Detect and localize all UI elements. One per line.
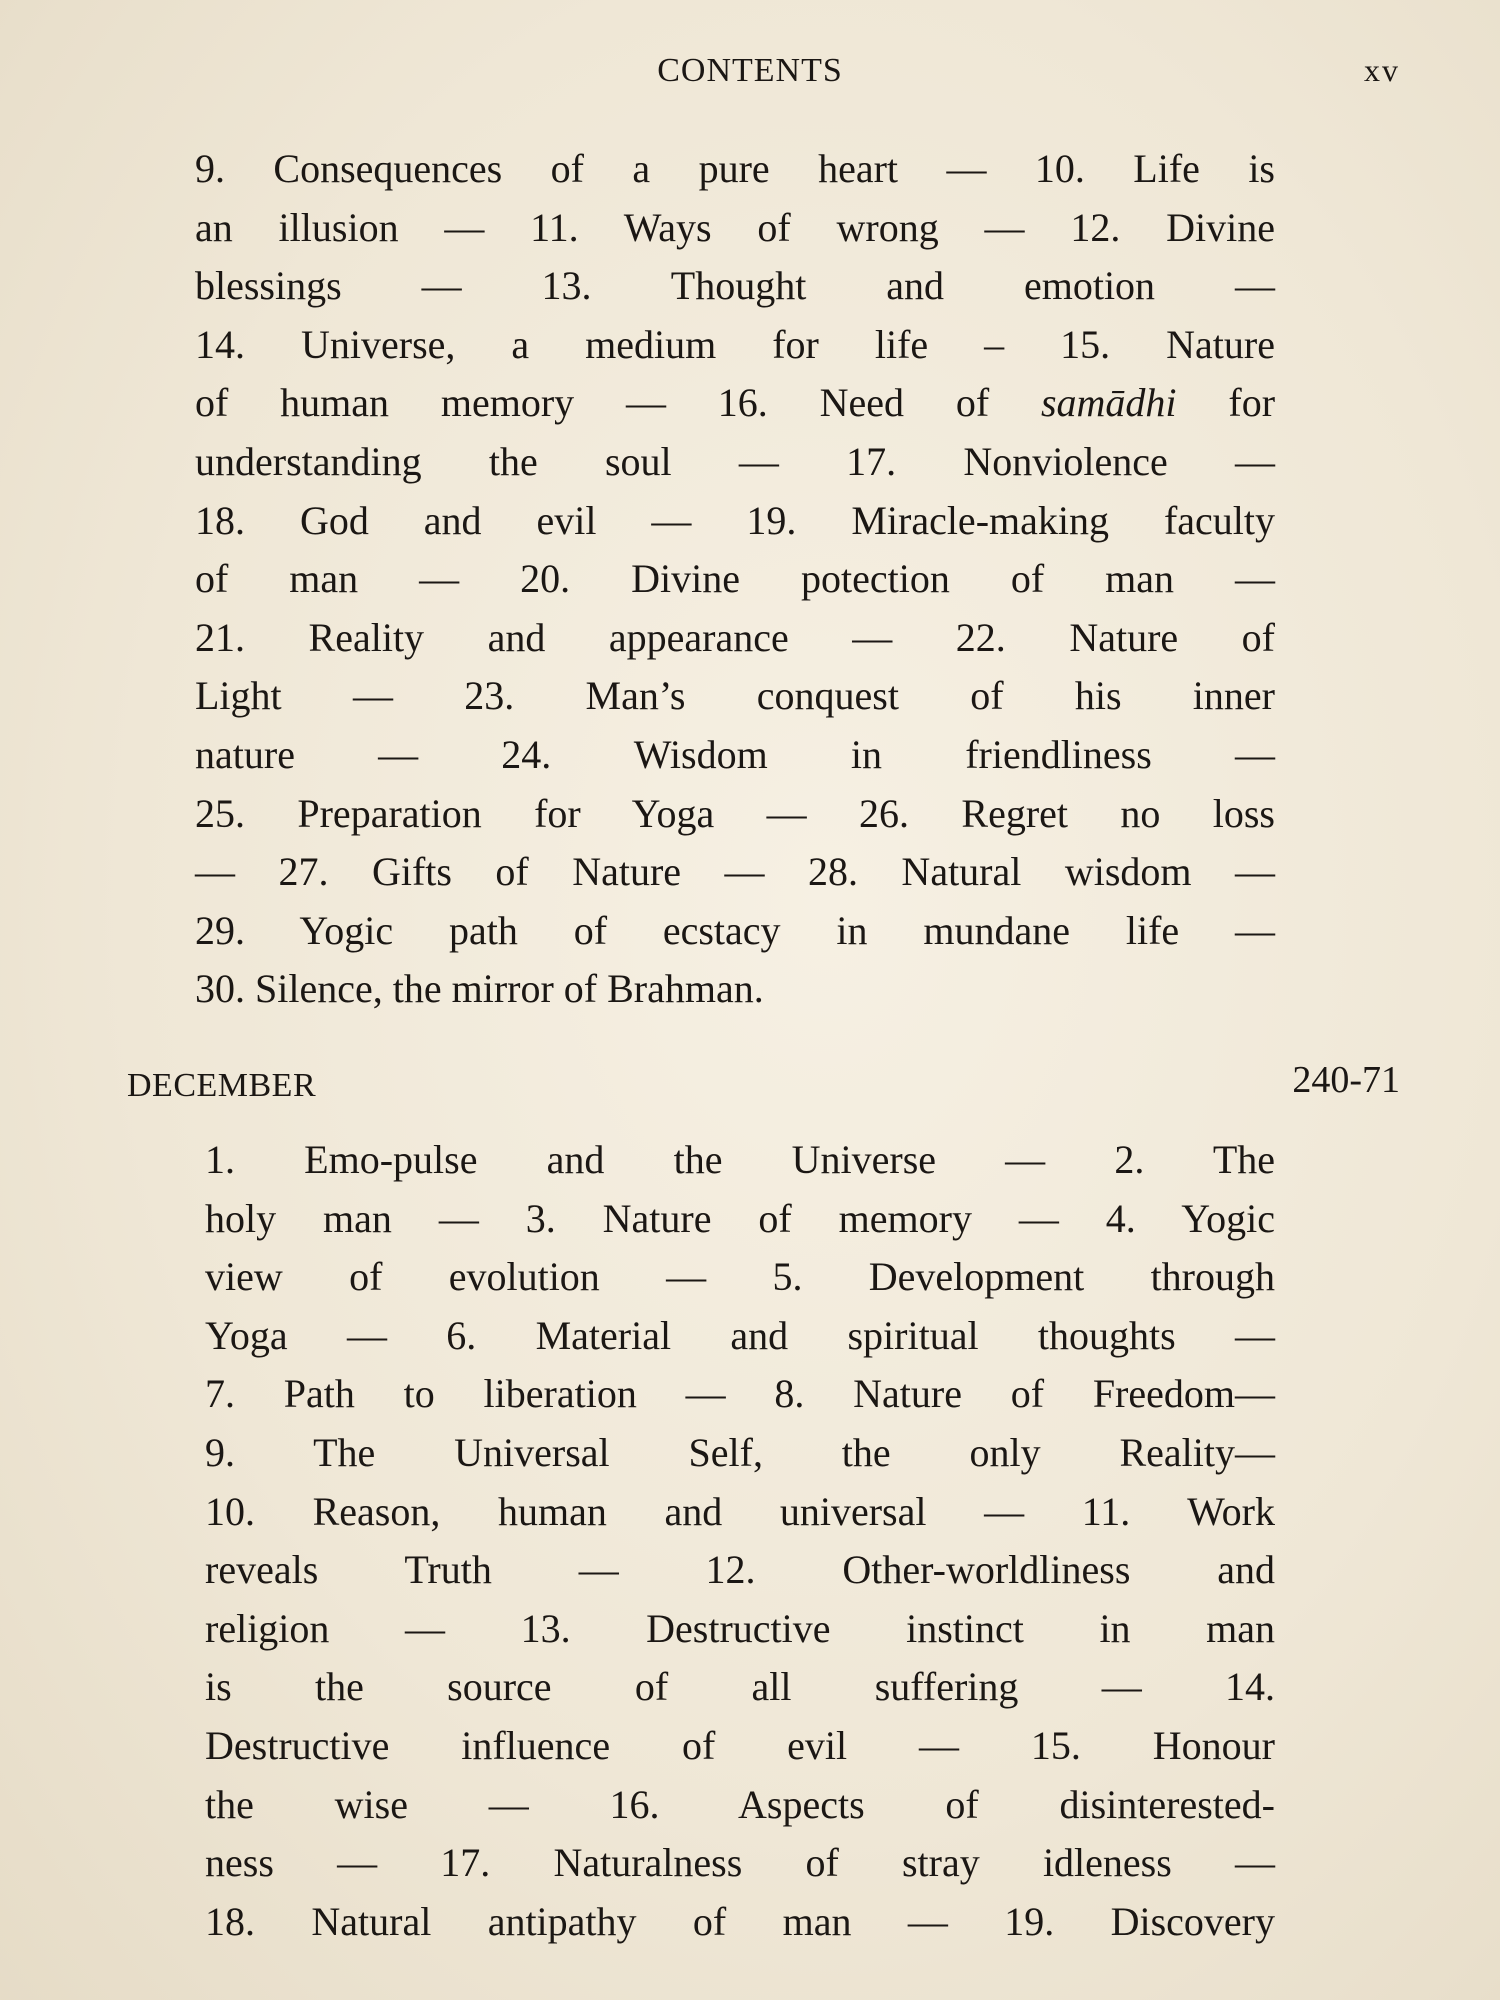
contents-line: 29. Yogic path of ecstacy in mundane life — <box>195 907 1275 953</box>
december-contents <box>205 1131 1275 1951</box>
contents-line: 7. Path to liberation — 8. Nature of Freedom— <box>205 1371 1275 1417</box>
section-heading-december: DECEMBER <box>127 1067 317 1104</box>
contents-line: ness — 17. Naturalness of stray idleness — <box>205 1840 1275 1886</box>
contents-line: of man — 20. Divine potection of man — <box>195 556 1275 602</box>
contents-line: 30. Silence, the mirror of Brahman. <box>195 966 764 1012</box>
contents-line: an illusion — 11. Ways of wrong — 12. Divine <box>195 204 1275 250</box>
page-header-title: CONTENTS <box>657 52 843 89</box>
section-page-range: 240-71 <box>1292 1059 1400 1101</box>
contents-line: blessings — 13. Thought and emotion — <box>195 263 1275 309</box>
page-number: xv <box>1364 52 1400 88</box>
contents-line: religion — 13. Destructive instinct in man <box>205 1605 1275 1651</box>
contents-line: 10. Reason, human and universal — 11. Work <box>205 1488 1275 1534</box>
contents-line: 18. Natural antipathy of man — 19. Discovery <box>205 1898 1275 1944</box>
contents-line: view of evolution — 5. Development through <box>205 1254 1275 1300</box>
contents-line: 14. Universe, a medium for life – 15. Nature <box>195 321 1275 367</box>
contents-line: reveals Truth — 12. Other-worldliness and <box>205 1547 1275 1593</box>
contents-line: is the source of all suffering — 14. <box>205 1664 1275 1710</box>
contents-line: Yoga — 6. Material and spiritual thoughts — <box>205 1312 1275 1358</box>
contents-line: the wise — 16. Aspects of disinterested- <box>205 1781 1275 1827</box>
contents-line: nature — 24. Wisdom in friendliness — <box>195 731 1275 777</box>
contents-line: holy man — 3. Nature of memory — 4. Yogic <box>205 1195 1275 1241</box>
contents-line: 9. The Universal Self, the only Reality— <box>205 1429 1275 1475</box>
contents-line: 21. Reality and appearance — 22. Nature of <box>195 614 1275 660</box>
contents-line: understanding the soul — 17. Nonviolence — <box>195 438 1275 484</box>
contents-line: Destructive influence of evil –– 15. Honour <box>205 1722 1275 1768</box>
contents-line: 9. Consequences of a pure heart — 10. Life is <box>195 146 1275 191</box>
contents-line: of human memory — 16. Need of samādhi for <box>195 380 1276 426</box>
contents-line: 1. Emo-pulse and the Universe — 2. The <box>205 1137 1275 1182</box>
contents-line: 18. God and evil — 19. Miracle-making faculty <box>195 497 1275 543</box>
contents-line: — 27. Gifts of Nature — 28. Natural wisdom — <box>195 849 1275 895</box>
november-contents <box>195 140 1275 1019</box>
contents-line: 25. Preparation for Yoga — 26. Regret no loss <box>195 790 1275 836</box>
contents-line: Light — 23. Man’s conquest of his inner <box>195 673 1275 719</box>
italic-term: samādhi <box>1040 380 1177 426</box>
